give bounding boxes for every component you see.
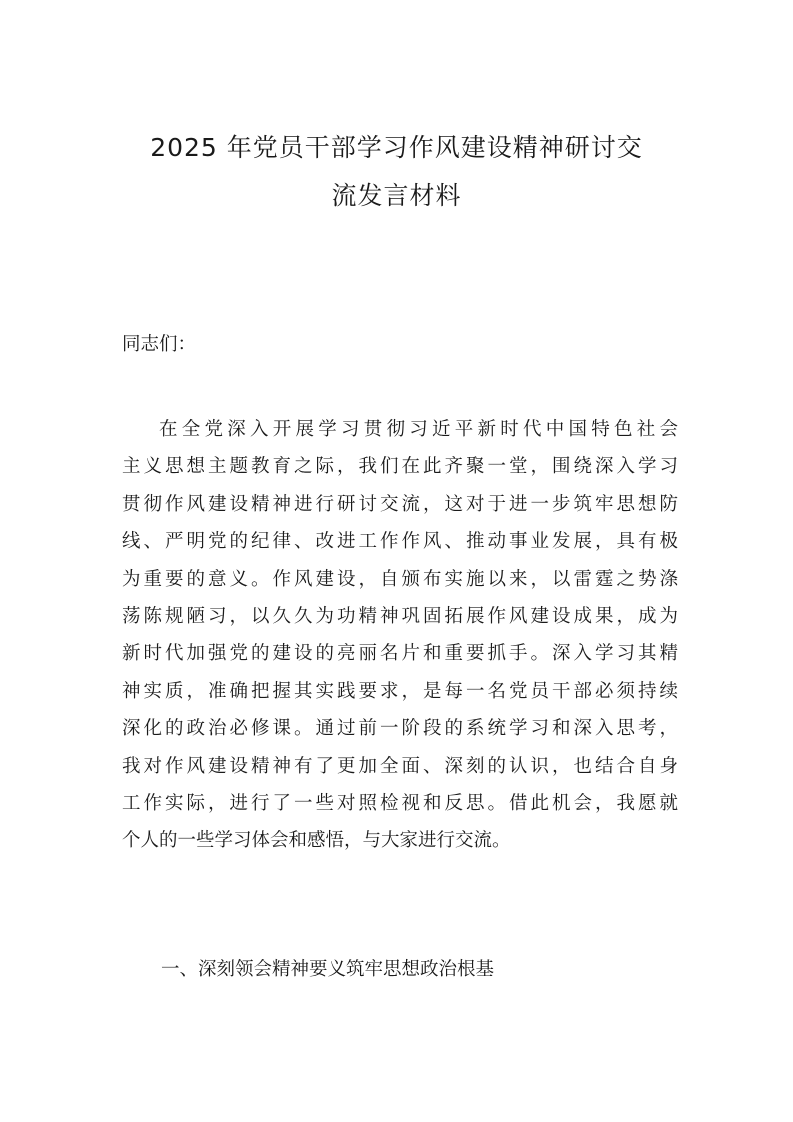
paragraph-line: 个人的一些学习体会和感悟，与大家进行交流。	[122, 830, 511, 852]
paragraph-line: 主义思想主题教育之际，我们在此齐聚一堂，围绕深入学习	[122, 456, 678, 478]
paragraph-line: 在全党深入开展学习贯彻习近平新时代中国特色社会	[159, 419, 678, 440]
title-line-1: 2025 年党员干部学习作风建设精神研讨交	[150, 133, 643, 162]
paragraph-line: 新时代加强党的建设的亮丽名片和重要抓手。深入学习其精	[122, 643, 678, 665]
paragraph-line: 为重要的意义。作风建设，自颁布实施以来，以雷霆之势涤	[122, 568, 678, 590]
document-title	[110, 124, 683, 220]
title-line-2: 流发言材料	[331, 181, 462, 210]
paragraph-line: 神实质，准确把握其实践要求，是每一名党员干部必须持续	[122, 680, 678, 702]
salutation: 同志们：	[122, 334, 197, 355]
paragraph-line: 贯彻作风建设精神进行研讨交流，这对于进一步筑牢思想防	[122, 493, 678, 515]
body-paragraph	[122, 411, 678, 860]
paragraph-line: 深化的政治必修课。通过前一阶段的系统学习和深入思考，	[122, 718, 678, 740]
paragraph-line: 线、严明党的纪律、改进工作作风、推动事业发展，具有极	[122, 531, 678, 553]
paragraph-line: 工作实际，进行了一些对照检视和反思。借此机会，我愿就	[122, 793, 678, 815]
section-heading: 一、深刻领会精神要义筑牢思想政治根基	[161, 959, 495, 980]
paragraph-line: 荡陈规陋习，以久久为功精神巩固拓展作风建设成果，成为	[122, 606, 678, 628]
paragraph-line: 我对作风建设精神有了更加全面、深刻的认识，也结合自身	[122, 755, 678, 777]
